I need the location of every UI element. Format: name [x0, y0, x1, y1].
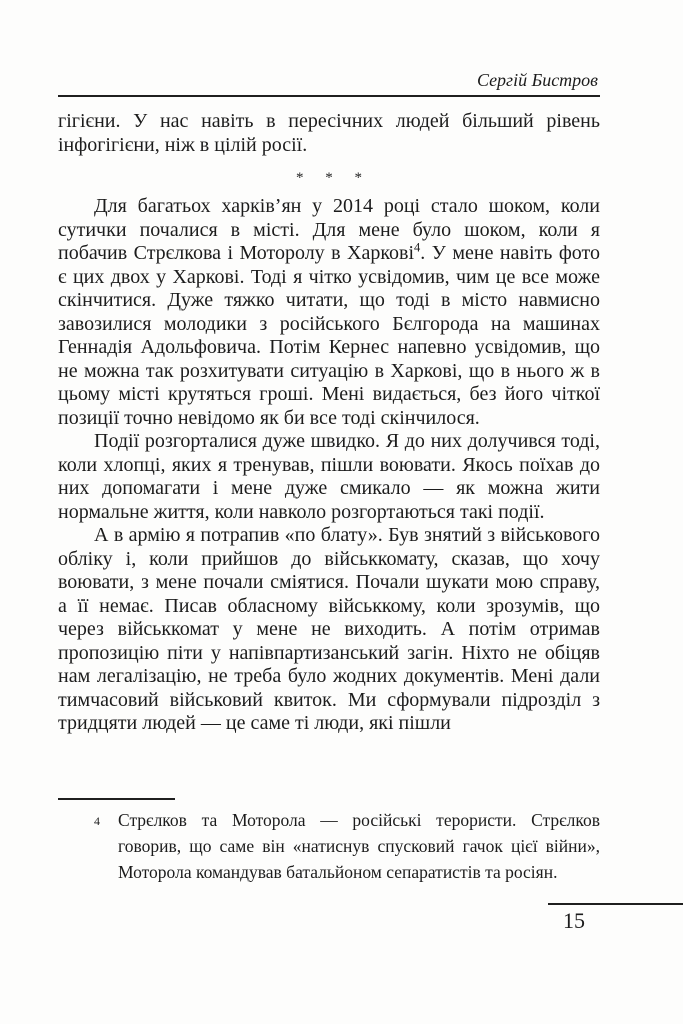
paragraph-2014-shock [58, 195, 600, 430]
page-number: 15 [563, 908, 585, 933]
paragraph-2014-shock-text-after-ref: . У мене навіть фото є цих двох у Харкові. Тоді я чітко усвідомив, чим це все може скінчитися. Дуже тяжко читати, що тоді в місто навмисно завозилися молодики з російського Бєлгорода на машинах Геннадія Адольфовича. Потім Кернес напевно усвідомив, що не можна так розхитувати ситуацію в Харкові, що в нього ж в цьому місті крутяться гроші. Мені видається, без його чіткої позиції точно невідомо як би все тоді скінчилося. [58, 242, 600, 429]
footnote-reference-4: 4 [414, 240, 421, 255]
footnote-separator-rule [58, 798, 175, 800]
section-separator: * * * [296, 170, 371, 186]
footnote-block [58, 798, 600, 885]
footnote [58, 807, 600, 885]
page-content [58, 70, 600, 736]
page-number-rule [548, 903, 683, 905]
paragraph-events: Події розгорталися дуже швидко. Я до них долучився тоді, коли хлопці, яких я тренував, пішли воювати. Якось поїхав до них допомагати і мене дуже смикало — як можна жити нормальне життя, коли навколо розгортаються такі події. [58, 430, 600, 523]
body-text [58, 110, 600, 736]
paragraph-infohygiene: гігієни. У нас навіть в пересічних людей більший рівень інфогігієни, ніж в цілій росії. [58, 110, 600, 156]
footnote-text: Стрєлков та Моторола — російські терористи. Стрєлков говорив, що саме він «натиснув спусковий гачок цієї війни», Моторола командував батальйоном сепаратистів та росіян. [118, 810, 600, 882]
running-header-author: Сергій Бистров [58, 70, 600, 97]
footnote-number: 4 [94, 814, 100, 828]
paragraph-2014-shock-text-before-ref: Для багатьох харків’ян у 2014 році стало шоком, коли сутички почалися в місті. Для мене було шоком, коли я побачив Стрєлкова і Моторолу в Харкові [58, 195, 600, 264]
paragraph-army: А в армію я потрапив «по блату». Був знятий з військового обліку і, коли прийшов до військкомату, сказав, що хочу воювати, з мене почали сміятися. Почали шукати мою справу, а її немає. Писав обласному військкому, коли зрозумів, що через військкомат у мене не виходить. А потім отримав пропозицію піти у напівпартизанський загін. Ніхто не обіцяв нам легалізацію, не треба було жодних документів. Мені дали тимчасовий військовий квиток. Ми сформували підрозділ з тридцяти людей — це саме ті люди, які пішли [58, 524, 600, 734]
